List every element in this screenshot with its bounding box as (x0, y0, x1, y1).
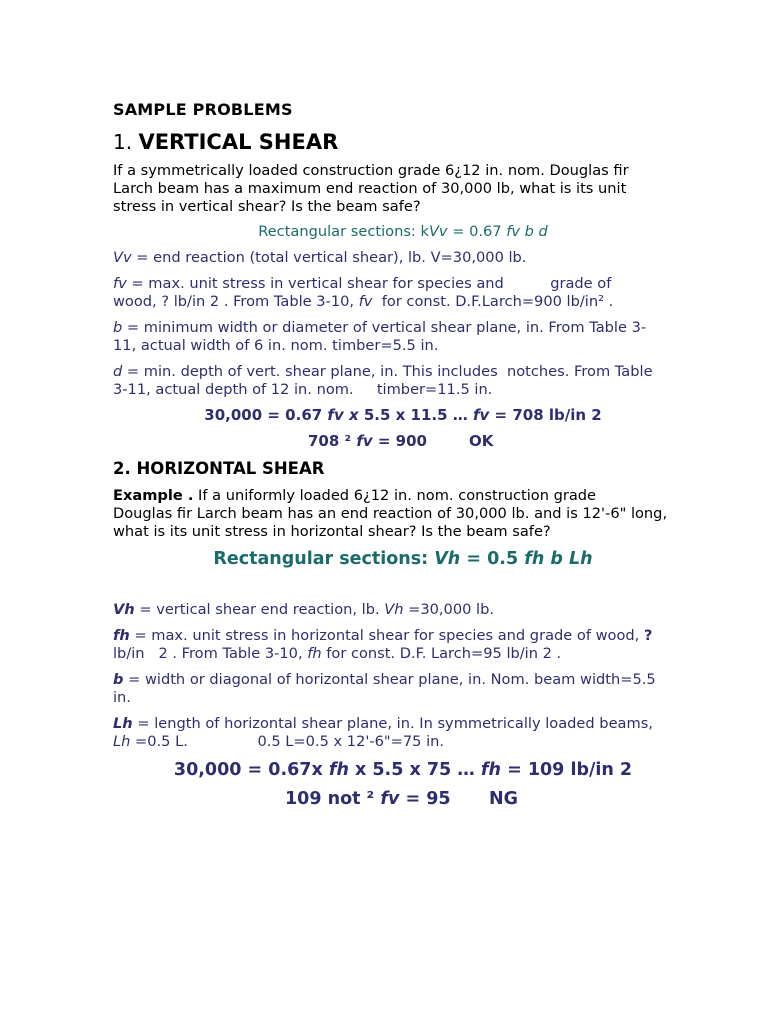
symbol-b: b (113, 671, 124, 688)
definition-d-line1 (113, 363, 653, 381)
section1-number: 1. (113, 130, 133, 154)
calc-part: x 5.5 x 75 … (348, 760, 481, 780)
definition-vh (113, 601, 494, 619)
section1-check (308, 432, 427, 450)
definition-b2-line2: in. (113, 689, 131, 706)
symbol-fh: fh (480, 760, 501, 780)
section2-calculation (113, 759, 693, 781)
calc-part: 30,000 = 0.67x (173, 760, 329, 780)
symbol-fv: fv (356, 432, 373, 450)
definition-vv (113, 249, 526, 267)
definition-text: = vertical shear end reaction, lb. (134, 601, 385, 618)
symbol-vh: Vh (113, 601, 135, 618)
symbol-fh: fh (113, 627, 130, 644)
definition-fv-line2 (113, 293, 613, 311)
definition-lh-line2 (113, 733, 444, 751)
section1-problem-line1: If a symmetrically loaded construction grade 6¿12 in. nom. Douglas fir (113, 162, 629, 179)
definition-text: = length of horizontal shear plane, in. In symmetrically loaded beams, (132, 715, 653, 732)
section2-problem-line1 (113, 487, 596, 505)
page-title: SAMPLE PROBLEMS (113, 100, 293, 119)
symbol-vv: Vv (113, 249, 132, 266)
calc-part: = 708 lb/in 2 (489, 406, 602, 424)
symbol-fv: fv (380, 789, 400, 809)
definition-fv-line1 (113, 275, 611, 293)
definition-text: 3-11, actual depth of 12 in. nom. timber=11.5 in. (113, 381, 493, 398)
section2-problem-line2: Douglas fir Larch beam has an end reaction of 30,000 lb. and is 12'-6" long, (113, 505, 668, 522)
check-part: = 95 (399, 789, 451, 809)
formula-vv: Vv (428, 223, 448, 240)
definition-text: =30,000 lb. (403, 601, 495, 618)
definition-text: wood, ? lb/in 2 . From Table 3-10, (113, 293, 359, 310)
symbol-fh: fh (328, 760, 349, 780)
formula-eq: = 0.67 (447, 223, 507, 240)
check-part: = 900 (372, 432, 427, 450)
symbol-fv: fv (473, 406, 490, 424)
section2-problem-line3: what is its unit stress in horizontal shear? Is the beam safe? (113, 523, 551, 540)
definition-fh-line2 (113, 645, 561, 663)
symbol-fh: fh (307, 645, 322, 662)
symbol-d: d (113, 363, 123, 380)
definition-b-line2: 11, actual width of 6 in. nom. timber=5.5 in. (113, 337, 439, 354)
definition-text: ? (643, 627, 653, 644)
definition-d-line2 (113, 381, 492, 399)
section2-check (285, 788, 451, 810)
check-part: 109 not ² (285, 789, 381, 809)
definition-text: = minimum width or diameter of vertical shear plane, in. From Table 3- (122, 319, 647, 336)
formula-eq: = 0.5 (460, 549, 525, 569)
definition-text: = width or diagonal of horizontal shear plane, in. Nom. beam width=5.5 (123, 671, 656, 688)
section1-verdict: OK (469, 432, 494, 450)
definition-b2-line1 (113, 671, 656, 689)
calc-part: 5.5 x 11.5 … (358, 406, 473, 424)
calc-part: = 109 lb/in 2 (500, 760, 633, 780)
section2-formula (113, 548, 693, 570)
formula-prefix: Rectangular sections: (213, 549, 435, 569)
formula-vh: Vh (434, 549, 461, 569)
calc-part: 30,000 = 0.67 (204, 406, 328, 424)
definition-b-line1 (113, 319, 646, 337)
definition-text: = end reaction (total vertical shear), lb. V=30,000 lb. (131, 249, 527, 266)
section1-formula (113, 223, 693, 241)
section1-problem-line3: stress in vertical shear? Is the beam safe? (113, 198, 421, 215)
definition-text: = max. unit stress in vertical shear for species and grade of (126, 275, 612, 292)
problem-text: If a uniformly loaded 6¿12 in. nom. construction grade (193, 487, 597, 504)
section1-heading (113, 130, 338, 154)
formula-rhs: fv b d (506, 223, 548, 240)
check-part: 708 ² (308, 432, 357, 450)
symbol-fv: fv (113, 275, 127, 292)
definition-text: lb/in 2 . From Table 3-10, (113, 645, 308, 662)
section2-heading: 2. HORIZONTAL SHEAR (113, 459, 325, 478)
definition-lh-line1 (113, 715, 653, 733)
formula-rhs: fh b Lh (524, 549, 593, 569)
example-label: Example . (113, 487, 194, 504)
symbol-fv: fv (358, 293, 373, 310)
symbol-fv: fv x (327, 406, 359, 424)
definition-text: for const. D.F. Larch=95 lb/in 2 . (321, 645, 562, 662)
symbol-lh: Lh (113, 715, 133, 732)
definition-text: = max. unit stress in horizontal shear for species and grade of wood, (129, 627, 644, 644)
definition-fh-line1 (113, 627, 652, 645)
definition-text: = min. depth of vert. shear plane, in. This includes notches. From Table (122, 363, 653, 380)
section1-title: VERTICAL SHEAR (138, 130, 339, 154)
definition-text: =0.5 L. 0.5 L=0.5 x 12'-6"=75 in. (130, 733, 445, 750)
symbol-vh: Vh (384, 601, 404, 618)
section1-problem-line2: Larch beam has a maximum end reaction of 30,000 lb, what is its unit (113, 180, 627, 197)
formula-prefix: Rectangular sections: k (258, 223, 429, 240)
definition-text: for const. D.F.Larch=900 lb/in² . (372, 293, 614, 310)
symbol-b: b (113, 319, 123, 336)
section2-verdict: NG (489, 789, 519, 809)
section1-calculation (113, 406, 693, 424)
symbol-lh: Lh (113, 733, 131, 750)
